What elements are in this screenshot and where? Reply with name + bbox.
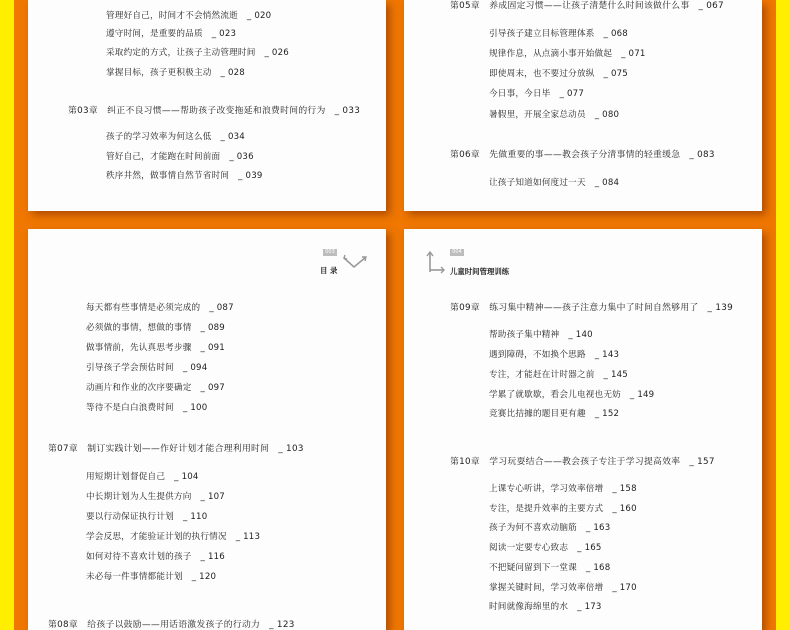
toc-entry: 今日事，今日毕 _ 077 (489, 89, 584, 99)
chapter-heading: 第08章 给孩子以鼓励——用话语激发孩子的行动力 _ 123 (48, 620, 295, 630)
toc-entry: 每天都有些事情是必须完成的 _ 087 (86, 303, 234, 313)
toc-entry: 学会反思，才能验证计划的执行情况 _ 113 (86, 532, 261, 542)
toc-entry: 学累了就歇歇，看会儿电视也无妨 _ 149 (489, 390, 655, 400)
toc-entry: 要以行动保证执行计划 _ 110 (86, 512, 208, 522)
chapter-heading: 第03章 纠正不良习惯——帮助孩子改变拖延和浪费时间的行为 _ 033 (68, 106, 361, 116)
toc-entry: 如何对待不喜欢计划的孩子 _ 116 (86, 552, 225, 562)
running-header: 目 录 (320, 266, 338, 275)
page-number: 004 (450, 249, 464, 256)
toc-entry: 采取约定的方式，让孩子主动管理时间 _ 026 (106, 48, 289, 58)
chapter-heading: 第05章 养成固定习惯——让孩子清楚什么时间该做什么事 _ 067 (450, 1, 724, 11)
toc-entry: 未必每一件事情都能计划 _ 120 (86, 572, 217, 582)
toc-entry: 专注，才能赶在计时器之前 _ 145 (489, 370, 628, 380)
toc-entry: 阅读一定要专心致志 _ 165 (489, 543, 602, 553)
toc-entry: 秩序井然，做事情自然节省时间 _ 039 (106, 171, 263, 181)
toc-entry: 等待不是白白浪费时间 _ 100 (86, 403, 208, 413)
toc-entry: 中长期计划为人生提供方向 _ 107 (86, 492, 225, 502)
toc-entry: 管理好自己，时间才不会悄然流逝 _ 020 (106, 11, 272, 21)
page-bottom-left (28, 229, 386, 630)
toc-entry: 专注，是提升效率的主要方式 _ 160 (489, 504, 637, 514)
running-header: 儿童时间管理训练 (450, 267, 510, 276)
corner-arrows-icon (424, 250, 446, 274)
toc-entry: 掌握关键时间，学习效率倍增 _ 170 (489, 583, 637, 593)
toc-entry: 用短期计划督促自己 _ 104 (86, 472, 199, 482)
page-top-left (28, 0, 386, 211)
toc-entry: 暑假里，开展全家总动员 _ 080 (489, 110, 620, 120)
toc-entry: 不把疑问留到下一堂课 _ 168 (489, 563, 611, 573)
toc-entry: 遇到障碍，不如换个思路 _ 143 (489, 350, 620, 360)
toc-entry: 必须做的事情，想做的事情 _ 089 (86, 323, 225, 333)
toc-entry: 孩子的学习效率为何这么低 _ 034 (106, 132, 245, 142)
chapter-heading: 第07章 制订实践计划——作好计划才能合理利用时间 _ 103 (48, 444, 304, 454)
chapter-heading: 第09章 练习集中精神——孩子注意力集中了时间自然够用了 _ 139 (450, 303, 734, 313)
toc-entry: 即使周末，也不要过分放纵 _ 075 (489, 69, 628, 79)
toc-entry: 竞赛比拮據的题目更有趣 _ 152 (489, 409, 620, 419)
arrows-icon (342, 254, 368, 272)
chapter-heading: 第06章 先做重要的事——教会孩子分清事情的轻重缓急 _ 083 (450, 150, 715, 160)
toc-entry: 时间就像海绵里的水 _ 173 (489, 602, 602, 612)
toc-entry: 引导孩子建立目标管理体系 _ 068 (489, 29, 628, 39)
page-bottom-right (404, 229, 762, 630)
toc-entry: 孩子为何不喜欢动脑筋 _ 163 (489, 523, 611, 533)
toc-entry: 遵守时间，是重要的品质 _ 023 (106, 29, 237, 39)
chapter-heading: 第10章 学习玩耍结合——教会孩子专注于学习提高效率 _ 157 (450, 457, 715, 467)
toc-entry: 上课专心听讲，学习效率倍增 _ 158 (489, 484, 637, 494)
toc-entry: 帮助孩子集中精神 _ 140 (489, 330, 593, 340)
toc-entry: 做事情前，先认真思考步骤 _ 091 (86, 343, 225, 353)
toc-entry: 动画片和作业的次序要确定 _ 097 (86, 383, 225, 393)
toc-entry: 引导孩子学会预估时间 _ 094 (86, 363, 208, 373)
page-number: 003 (323, 249, 337, 256)
toc-entry: 管好自己，才能跑在时间前面 _ 036 (106, 152, 254, 162)
toc-entry: 规律作息，从点滴小事开始做起 _ 071 (489, 49, 646, 59)
toc-entry: 让孩子知道如何度过一天 _ 084 (489, 178, 620, 188)
page-top-right (404, 0, 762, 211)
toc-entry: 掌握目标，孩子更积极主动 _ 028 (106, 68, 245, 78)
